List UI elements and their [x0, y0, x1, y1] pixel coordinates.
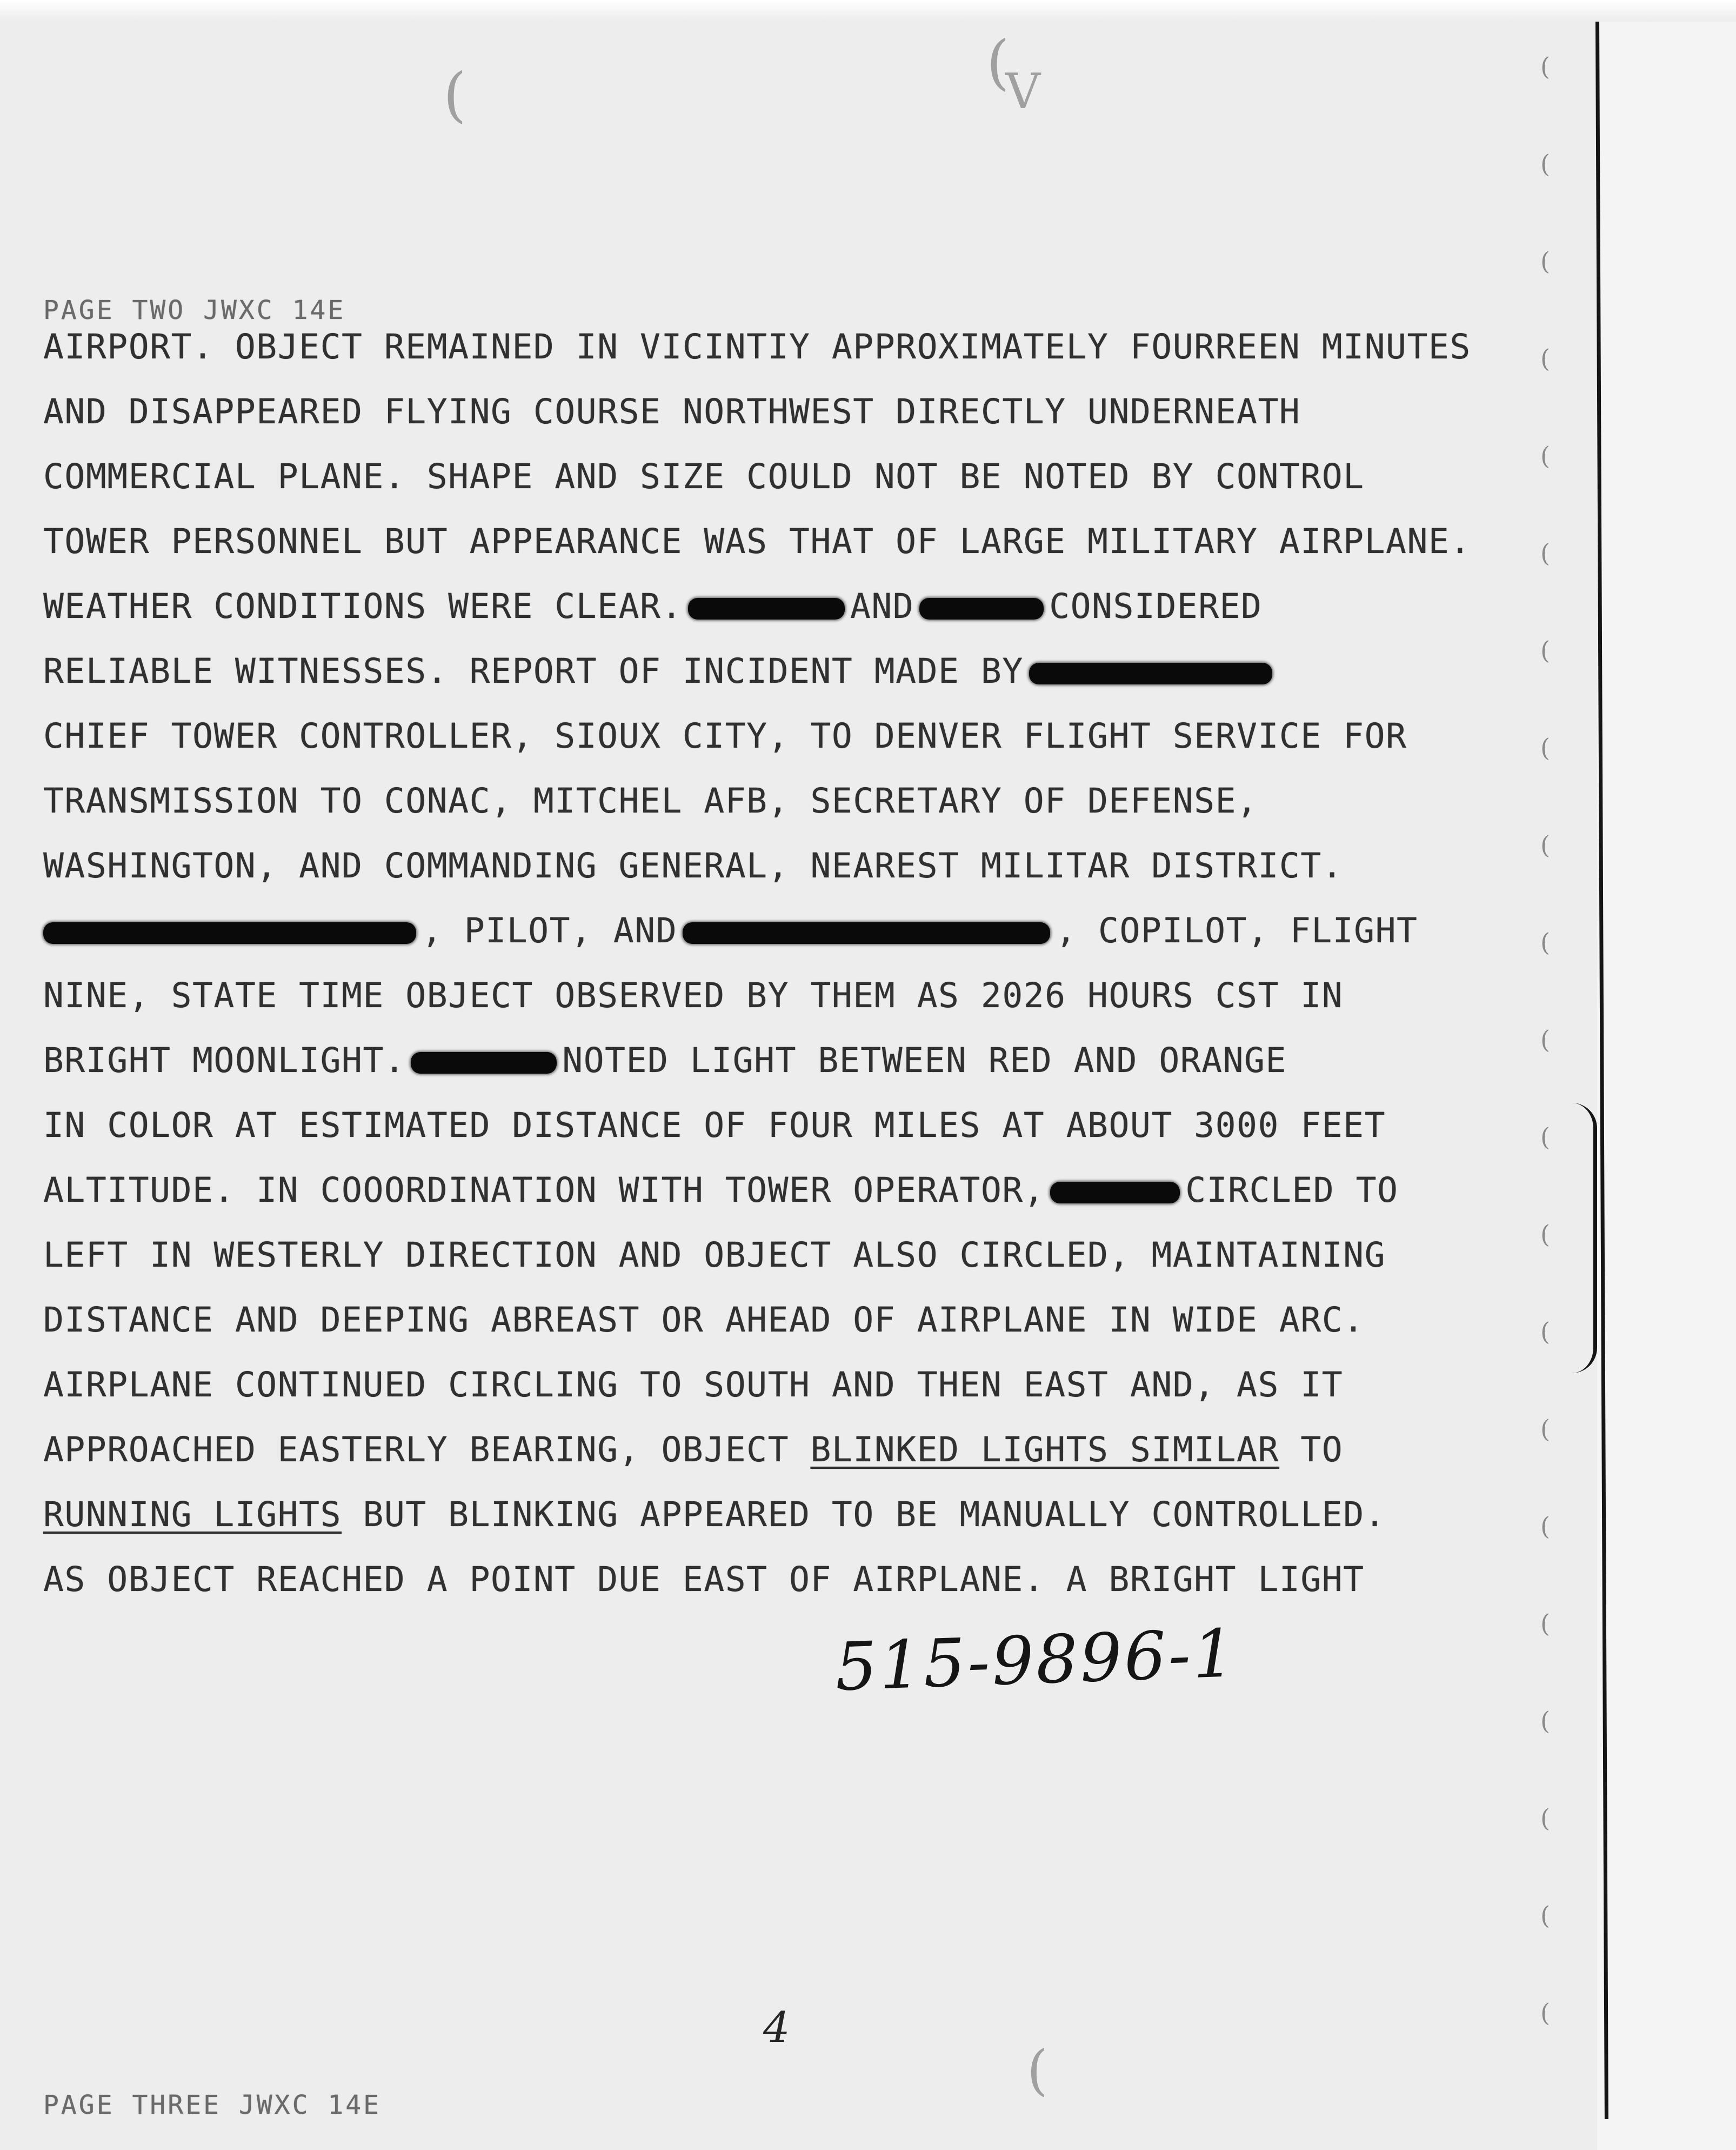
- text-line: TRANSMISSION TO CONAC, MITCHEL AFB, SECRETARY OF DEFENSE,: [43, 781, 1258, 821]
- underlined-text: RUNNING LIGHTS: [43, 1495, 342, 1534]
- text-line: IN COLOR AT ESTIMATED DISTANCE OF FOUR MILES AT ABOUT 3000 FEET: [43, 1106, 1386, 1145]
- punch-mark: (: [1540, 1512, 1550, 1541]
- underlined-text: BLINKED LIGHTS SIMILAR: [810, 1430, 1279, 1469]
- punch-mark: (: [1540, 928, 1550, 957]
- text-line: WASHINGTON, AND COMMANDING GENERAL, NEAREST MILITAR DISTRICT.: [43, 846, 1344, 886]
- text-segment: ALTITUDE. IN COOORDINATION WITH TOWER OPERATOR,: [43, 1170, 1045, 1210]
- scan-top-edge: [0, 0, 1736, 21]
- text-line: CHIEF TOWER CONTROLLER, SIOUX CITY, TO DENVER FLIGHT SERVICE FOR: [43, 716, 1407, 756]
- punch-mark: (: [1540, 441, 1550, 470]
- redaction-bar: [688, 598, 845, 620]
- text-segment: BUT BLINKING APPEARED TO BE MANUALLY CONTROLLED.: [363, 1495, 1386, 1534]
- text-line: AS OBJECT REACHED A POINT DUE EAST OF AIRPLANE. A BRIGHT LIGHT: [43, 1560, 1365, 1599]
- punch-mark: (: [1540, 830, 1550, 860]
- redaction-bar: [1029, 663, 1272, 684]
- text-segment: CIRCLED TO: [1185, 1170, 1399, 1210]
- text-segment: , COPILOT, FLIGHT: [1056, 911, 1418, 950]
- text-line: [43, 587, 1263, 626]
- punch-mark: (: [1540, 1901, 1550, 1930]
- punch-mark: (: [1540, 344, 1550, 373]
- scan-right-margin: [1597, 22, 1736, 2150]
- punch-mark: (: [1540, 1414, 1550, 1443]
- handwritten-page-number: 4: [763, 2003, 790, 2052]
- scan-page-edge-notch: [1572, 1103, 1597, 1373]
- redaction-bar: [43, 922, 416, 944]
- punch-mark: (: [1540, 52, 1550, 81]
- text-segment: APPROACHED EASTERLY BEARING, OBJECT: [43, 1430, 790, 1469]
- text-segment: AND: [850, 587, 914, 626]
- punch-mark: (: [1540, 1317, 1550, 1346]
- text-segment: WEATHER CONDITIONS WERE CLEAR.: [43, 587, 683, 626]
- text-line: [43, 911, 1418, 950]
- text-line: [43, 1430, 1344, 1469]
- text-segment: CONSIDERED: [1049, 587, 1263, 626]
- bleed-through-mark: (: [1027, 2039, 1049, 2102]
- punch-mark: (: [1540, 1220, 1550, 1249]
- text-line: COMMERCIAL PLANE. SHAPE AND SIZE COULD NOT BE NOTED BY CONTROL: [43, 457, 1365, 496]
- text-line: [43, 1041, 1287, 1080]
- punch-mark: (: [1540, 149, 1550, 178]
- handwritten-file-number: 515-9896-1: [833, 1615, 1238, 1706]
- text-line: AND DISAPPEARED FLYING COURSE NORTHWEST DIRECTLY UNDERNEATH: [43, 392, 1301, 431]
- punch-mark: (: [1540, 1803, 1550, 1833]
- punch-mark: (: [1540, 247, 1550, 276]
- redaction-bar: [919, 598, 1044, 620]
- punch-mark: (: [1540, 1609, 1550, 1638]
- text-line: [43, 651, 1278, 691]
- redaction-bar: [683, 922, 1050, 944]
- punch-mark: (: [1540, 1025, 1550, 1054]
- bleed-through-mark: V: [1005, 63, 1040, 120]
- text-line: AIRPLANE CONTINUED CIRCLING TO SOUTH AND THEN EAST AND, AS IT: [43, 1365, 1344, 1405]
- text-line: [43, 1497, 1386, 1532]
- text-line: AIRPORT. OBJECT REMAINED IN VICINTIY APPROXIMATELY FOURREEN MINUTES: [43, 327, 1471, 367]
- page-header: PAGE TWO JWXC 14E: [43, 295, 346, 325]
- text-line: LEFT IN WESTERLY DIRECTION AND OBJECT ALSO CIRCLED, MAINTAINING: [43, 1235, 1386, 1275]
- punch-mark: (: [1540, 636, 1550, 665]
- punch-mark: (: [1540, 1706, 1550, 1735]
- page-footer: PAGE THREE JWXC 14E: [43, 2090, 382, 2120]
- text-line: DISTANCE AND DEEPING ABREAST OR AHEAD OF AIRPLANE IN WIDE ARC.: [43, 1300, 1365, 1340]
- text-segment: TO: [1300, 1430, 1344, 1469]
- text-segment: BRIGHT MOONLIGHT.: [43, 1041, 406, 1080]
- bleed-through-mark: (: [443, 60, 466, 129]
- punch-mark: (: [1540, 1122, 1550, 1151]
- bleed-through-mark: (: [986, 28, 1010, 97]
- punch-mark: (: [1540, 538, 1550, 568]
- redaction-bar: [411, 1052, 557, 1074]
- text-segment: , PILOT, AND: [422, 911, 678, 950]
- text-line: [43, 1170, 1399, 1210]
- redaction-bar: [1050, 1182, 1180, 1203]
- punch-mark: (: [1540, 733, 1550, 762]
- text-segment: NOTED LIGHT BETWEEN RED AND ORANGE: [562, 1041, 1287, 1080]
- punch-mark: (: [1540, 1998, 1550, 2027]
- text-segment: RELIABLE WITNESSES. REPORT OF INCIDENT MADE BY: [43, 651, 1024, 691]
- text-line: TOWER PERSONNEL BUT APPEARANCE WAS THAT OF LARGE MILITARY AIRPLANE.: [43, 522, 1471, 561]
- text-line: NINE, STATE TIME OBJECT OBSERVED BY THEM AS 2026 HOURS CST IN: [43, 976, 1344, 1015]
